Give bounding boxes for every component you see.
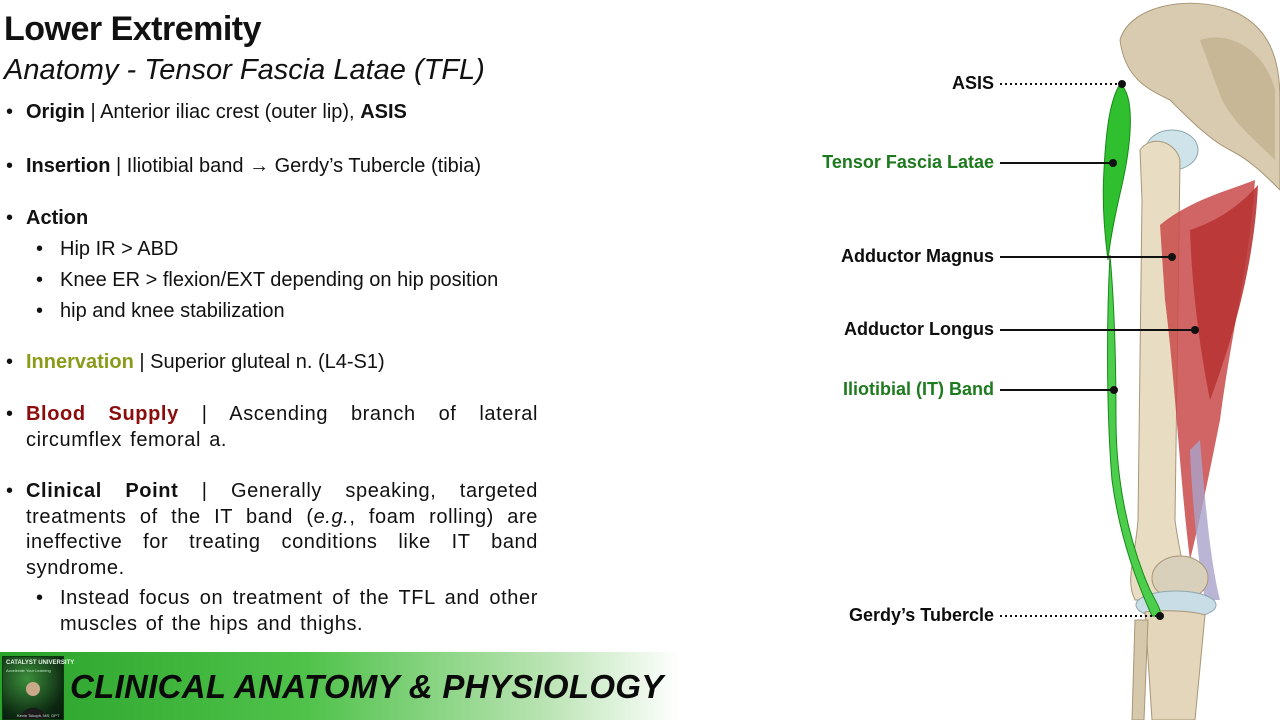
bullet-dot: • [36,269,44,291]
origin-asis: ASIS [360,101,407,123]
action-item: • Hip IR > ABD [36,237,538,263]
origin-text: | Anterior iliac crest (outer lip), [84,101,361,123]
catalyst-university-logo [2,656,75,720]
innervation-text: | Superior gluteal n. (L4-S1) [133,351,385,373]
clinical-eg: e.g. [313,505,350,528]
bullet-dot: • [6,403,14,425]
bullet-dot: • [6,155,14,177]
bullet-blood-supply [6,402,538,453]
label-asis: ASIS [951,73,994,93]
page-title: Lower Extremity [4,10,262,48]
fibula [1132,620,1148,720]
innervation-label: Innervation [26,351,134,373]
action-item: • Knee ER > flexion/EXT depending on hip position [36,268,538,294]
bullet-action [6,206,538,232]
logo-name: CATALYST UNIVERSITY [6,660,75,666]
bullet-dot: • [6,480,14,502]
clinical-text-a: | Generally speaking, targeted treatments of the IT band ( [26,480,538,528]
insertion-text: | Iliotibial band → Gerdy’s Tubercle (tibia) [110,155,481,177]
bullet-dot: • [6,351,14,373]
label-tfl: Tensor Fascia Latae [822,152,994,172]
label-gerdys-tubercle: Gerdy’s Tubercle [848,605,994,625]
label-it-band: Iliotibial (IT) Band [843,379,994,399]
clinical-text-b: , foam rolling) are ineffective for treating conditions like IT band syndrome. [26,505,538,579]
logo-credit: Kevin Tokoph, MS, DPT [17,713,60,718]
bullet-dot: • [6,101,14,123]
bullet-dot: • [36,587,44,609]
tibia [1145,611,1205,720]
bullet-clinical-point [6,479,538,581]
insertion-label: Insertion [26,155,111,177]
bullet-dot: • [6,207,14,229]
origin-label: Origin [26,101,85,123]
bullet-insertion [6,154,538,180]
lower-limb-illustration [1080,0,1280,720]
action-item: • hip and knee stabilization [36,299,538,325]
action-label: Action [26,207,89,229]
logo-tagline: Accelerate Your Learning [6,668,51,673]
page-subtitle: Anatomy - Tensor Fascia Latae (TFL) [4,54,485,86]
footer-title: CLINICAL ANATOMY & PHYSIOLOGY [70,668,664,705]
blood-supply-text: | Ascending branch of lateral circumflex femoral a. [26,403,539,451]
label-adductor-magnus: Adductor Magnus [841,246,994,266]
tfl-muscle [1103,84,1130,260]
bullet-dot: • [36,238,44,260]
bullet-innervation [6,350,538,376]
blood-supply-label: Blood Supply [26,403,179,425]
clinical-sub-item: • Instead focus on treatment of the TFL and other muscles of the hips and thighs. [36,587,538,635]
bullet-dot: • [36,300,44,322]
clinical-label: Clinical Point [26,480,179,502]
bullet-origin [6,100,538,126]
label-adductor-longus: Adductor Longus [844,319,994,339]
